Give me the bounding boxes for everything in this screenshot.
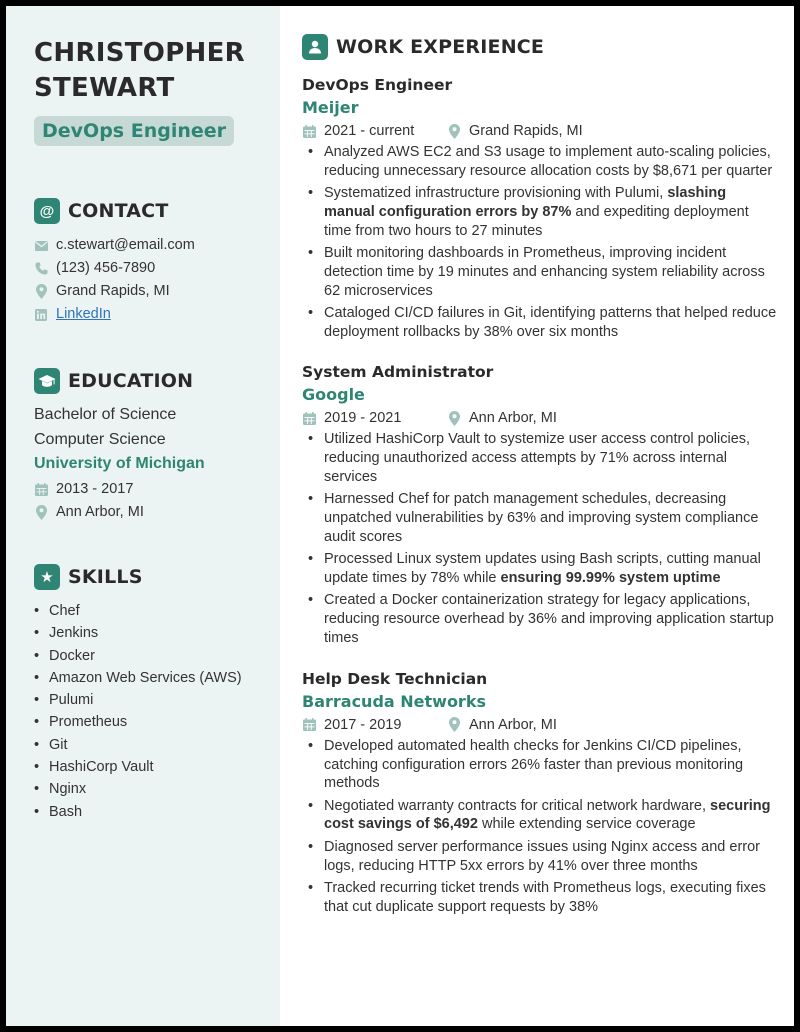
map-pin-icon bbox=[447, 124, 461, 139]
contact-linkedin[interactable] bbox=[34, 303, 260, 326]
linkedin-icon bbox=[34, 309, 48, 321]
skill-item: • Bash bbox=[34, 801, 260, 823]
job-bullet bbox=[302, 244, 780, 300]
skill-item: • Jenkins bbox=[34, 622, 260, 644]
job-location bbox=[447, 407, 557, 429]
job-bullets bbox=[302, 143, 780, 341]
job-company: Barracuda Networks bbox=[302, 691, 486, 711]
degree: Bachelor of Science bbox=[34, 406, 177, 423]
job-location bbox=[447, 714, 557, 736]
map-pin-icon bbox=[447, 411, 461, 426]
bullet-text: Processed Linux system updates using Bash scripts, cutting manual update times by 78% while bbox=[324, 551, 761, 587]
calendar-icon bbox=[34, 483, 48, 496]
contact-section bbox=[34, 198, 260, 326]
job-bullet bbox=[302, 797, 780, 835]
skill-item: • HashiCorp Vault bbox=[34, 756, 260, 778]
bullet-text: and expediting deployment time from two hours to 27 minutes bbox=[324, 203, 749, 239]
bullet-text: Analyzed AWS EC2 and S3 usage to implement auto-scaling policies, reducing unnecessary resource allocation costs by $8,671 per quarter bbox=[324, 144, 773, 179]
education-location-text: Ann Arbor, MI bbox=[56, 504, 144, 520]
skills-section bbox=[34, 564, 260, 823]
job-meta bbox=[302, 407, 780, 429]
bullet-text: Tracked recurring ticket trends with Prometheus logs, executing fixes that cut duplicate support requests by 38% bbox=[324, 879, 766, 915]
name-line-2: STEWART bbox=[34, 73, 175, 103]
at-icon: @ bbox=[34, 198, 60, 224]
job-location-text: Ann Arbor, MI bbox=[469, 716, 557, 733]
bullet-highlight: securing cost savings of $6,492 bbox=[324, 797, 771, 833]
skill-item: • Pulumi bbox=[34, 689, 260, 711]
sidebar bbox=[6, 6, 280, 1026]
job-company: Meijer bbox=[302, 98, 359, 117]
location-text: Grand Rapids, MI bbox=[56, 283, 170, 299]
job-bullet bbox=[302, 143, 780, 181]
job-location-text: Grand Rapids, MI bbox=[469, 123, 583, 139]
bullet-highlight: slashing manual configuration errors by 87% bbox=[324, 185, 727, 220]
skills-heading: SKILLS bbox=[68, 566, 143, 588]
job-dates-text: 2017 - 2019 bbox=[324, 716, 402, 733]
job-bullet bbox=[302, 879, 780, 917]
bullet-text: Created a Docker containerization strategy for legacy applications, reducing resource overhead by 36% and improving application startup times bbox=[324, 592, 774, 646]
job-bullets bbox=[302, 430, 780, 647]
skill-item: • Git bbox=[34, 734, 260, 756]
bullet-text: Harnessed Chef for patch management schedules, decreasing unpatched vulnerabilities by 63% and improving system compliance audit scores bbox=[324, 491, 759, 545]
job-position: DevOps Engineer bbox=[302, 76, 453, 94]
job-position: Help Desk Technician bbox=[302, 669, 488, 688]
work-experience-heading: WORK EXPERIENCE bbox=[336, 36, 545, 58]
education-location bbox=[34, 501, 260, 524]
education-section bbox=[34, 368, 260, 524]
contact-location bbox=[34, 280, 260, 303]
skill-item: • Amazon Web Services (AWS) bbox=[34, 667, 260, 689]
job-entry bbox=[302, 361, 780, 647]
job-bullet bbox=[302, 304, 780, 342]
job-entry bbox=[302, 74, 780, 341]
job-bullet bbox=[302, 430, 780, 486]
job-dates bbox=[302, 120, 447, 142]
skills-list bbox=[34, 600, 260, 823]
bullet-text: Cataloged CI/CD failures in Git, identifying patterns that helped reduce deployment rollbacks by 38% over six months bbox=[324, 304, 777, 340]
job-bullet bbox=[302, 838, 780, 876]
skill-item: • Docker bbox=[34, 645, 260, 667]
map-pin-icon bbox=[447, 717, 461, 732]
education-dates bbox=[34, 478, 260, 501]
bullet-text: Negotiated warranty contracts for critical network hardware, bbox=[324, 797, 711, 814]
job-meta bbox=[302, 714, 780, 736]
job-company: Google bbox=[302, 385, 365, 405]
star-icon: ★ bbox=[34, 564, 60, 590]
main-content bbox=[280, 6, 794, 1026]
person-icon bbox=[302, 34, 328, 60]
job-location-text: Ann Arbor, MI bbox=[469, 410, 557, 427]
job-title-badge: DevOps Engineer bbox=[34, 116, 234, 146]
job-bullet bbox=[302, 591, 780, 647]
skill-item: • Chef bbox=[34, 600, 260, 622]
school-name: University of Michigan bbox=[34, 455, 205, 472]
job-bullet bbox=[302, 737, 780, 793]
education-heading: EDUCATION bbox=[68, 370, 194, 392]
calendar-icon bbox=[302, 125, 316, 138]
job-dates-text: 2021 - current bbox=[324, 123, 415, 139]
map-pin-icon bbox=[34, 284, 48, 299]
resume-page bbox=[6, 6, 794, 1026]
bullet-text: Systematized infrastructure provisioning with Pulumi, bbox=[324, 185, 668, 202]
contact-email bbox=[34, 234, 260, 257]
name-line-1: CHRISTOPHER bbox=[34, 38, 245, 68]
job-entry bbox=[302, 668, 780, 917]
email-text: c.stewart@email.com bbox=[56, 237, 195, 253]
job-bullets bbox=[302, 737, 780, 917]
jobs-list bbox=[302, 74, 780, 916]
contact-phone bbox=[34, 257, 260, 280]
map-pin-icon bbox=[34, 505, 48, 520]
job-bullet bbox=[302, 490, 780, 546]
linkedin-link[interactable]: LinkedIn bbox=[56, 306, 111, 322]
job-bullet bbox=[302, 184, 780, 240]
bullet-text: Developed automated health checks for Jenkins CI/CD pipelines, catching configuration errors 26% faster than previous monitoring methods bbox=[324, 737, 744, 792]
bullet-text: Diagnosed server performance issues using Nginx access and error logs, reducing HTTP 5xx errors by 41% over three months bbox=[324, 838, 761, 874]
bullet-highlight: ensuring 99.99% system uptime bbox=[500, 570, 721, 587]
job-dates-text: 2019 - 2021 bbox=[324, 410, 402, 427]
phone-icon bbox=[34, 262, 48, 275]
candidate-name bbox=[34, 36, 260, 106]
bullet-text: Utilized HashiCorp Vault to systemize user access control policies, reducing unauthorized access attempts by 71% across internal services bbox=[324, 431, 751, 486]
calendar-icon bbox=[302, 412, 316, 425]
bullet-text: Built monitoring dashboards in Prometheus, improving incident detection time by 19 minutes and enhancing system reliability across 62 microservices bbox=[324, 244, 765, 299]
phone-text: (123) 456-7890 bbox=[56, 260, 156, 276]
bullet-text: while extending service coverage bbox=[477, 816, 696, 833]
job-position: System Administrator bbox=[302, 363, 494, 382]
job-meta bbox=[302, 120, 780, 142]
job-dates bbox=[302, 714, 447, 736]
skill-item: • Prometheus bbox=[34, 711, 260, 733]
graduation-cap-icon bbox=[34, 368, 60, 394]
field-of-study: Computer Science bbox=[34, 431, 166, 448]
contact-heading: CONTACT bbox=[68, 200, 169, 222]
education-dates-text: 2013 - 2017 bbox=[56, 481, 134, 497]
calendar-icon bbox=[302, 718, 316, 731]
job-dates bbox=[302, 407, 447, 429]
envelope-icon bbox=[34, 241, 48, 251]
job-location bbox=[447, 120, 583, 142]
job-bullet bbox=[302, 550, 780, 588]
skill-item: • Nginx bbox=[34, 778, 260, 800]
